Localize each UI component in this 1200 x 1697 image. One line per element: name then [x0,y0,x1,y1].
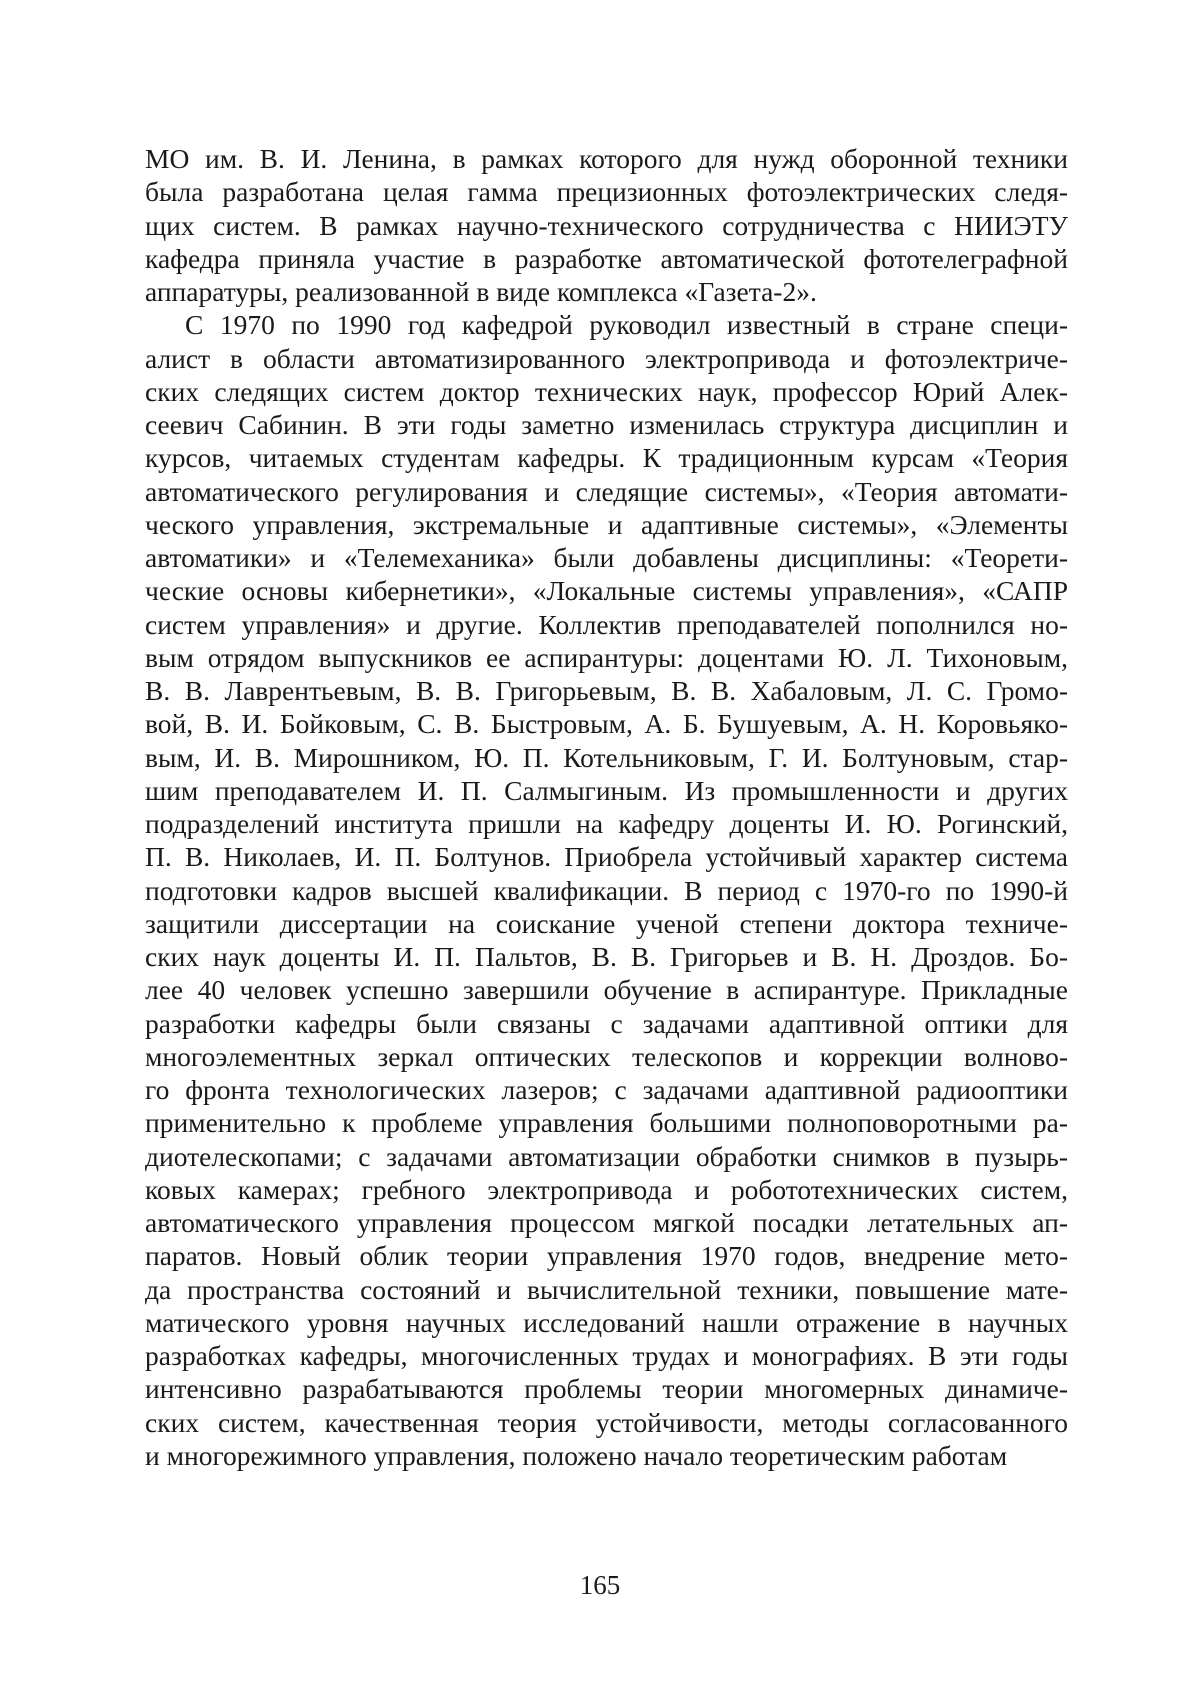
text-line: применительно к проблеме управления большими полноповоротными ра- [145,1107,1068,1139]
text-line: систем управления» и другие. Коллектив преподавателей пополнился но- [145,608,1068,640]
text-line: П. В. Николаев, И. П. Болтунов. Приобрела устойчивый характер система [145,841,1068,873]
text-line: подразделений института пришли на кафедру доценты И. Ю. Рогинский, [145,808,1068,839]
text-line: шим преподавателем И. П. Салмыгиным. Из промышленности и других [145,774,1068,806]
text-line: ческого управления, экстремальные и адаптивные системы», «Элементы [145,508,1068,540]
text-line: МО им. В. И. Ленина, в рамках которого для нужд оборонной техники [145,143,1068,174]
text-line: ских следящих систем доктор технических наук, профессор Юрий Алек- [145,375,1068,407]
body-text [145,142,1068,1472]
text-line: вой, В. И. Бойковым, С. В. Быстровым, А. Б. Бушуевым, А. Н. Коровьяко- [145,708,1068,740]
text-line: подготовки кадров высшей квалификации. В период с 1970-го по 1990-й [145,874,1068,906]
text-line: была разработана целая гамма прецизионных фотоэлектрических следя- [145,176,1068,208]
text-line: го фронта технологических лазеров; с задачами адаптивной радиооптики [145,1074,1068,1105]
text-line: матического уровня научных исследований нашли отражение в научных [145,1306,1068,1338]
text-line: многоэлементных зеркал оптических телескопов и коррекции волново- [145,1040,1068,1072]
text-line: ских наук доценты И. П. Пальтов, В. В. Григорьев и В. Н. Дроздов. Бо- [145,941,1068,972]
text-line: паратов. Новый облик теории управления 1970 годов, внедрение мето- [145,1240,1068,1272]
text-line: ковых камерах; гребного электропривода и робототехнических систем, [145,1173,1068,1205]
text-line: вым отрядом выпускников ее аспирантуры: доцентами Ю. Л. Тихоновым, [145,641,1068,673]
text-line: щих систем. В рамках научно-технического сотрудничества с НИИЭТУ [145,209,1068,241]
text-line: разработки кафедры были связаны с задачами адаптивной оптики для [145,1007,1068,1039]
text-line: автоматического управления процессом мягкой посадки летательных ап- [145,1207,1068,1238]
text-line: и многорежимного управления, положено начало теоретическим работам [145,1439,1008,1471]
text-line: лее 40 человек успешно завершили обучение в аспирантуре. Прикладные [145,974,1068,1006]
text-line: курсов, читаемых студентам кафедры. К традиционным курсам «Теория [145,442,1068,474]
paragraph [145,308,1068,1472]
text-line: С 1970 по 1990 год кафедрой руководил известный в стране специ- [185,309,1068,341]
text-line: да пространства состояний и вычислительной техники, повышение мате- [145,1273,1068,1305]
text-line: интенсивно разрабатываются проблемы теории многомерных динамиче- [145,1373,1068,1405]
text-line: ческие основы кибернетики», «Локальные системы управления», «САПР [145,575,1068,607]
text-line: сеевич Сабинин. В эти годы заметно изменилась структура дисциплин и [145,409,1068,440]
text-line: автоматики» и «Телемеханика» были добавлены дисциплины: «Теорети- [145,542,1068,573]
paragraph [145,142,1068,308]
text-line: диотелескопами; с задачами автоматизации обработки снимков в пузырь- [145,1140,1068,1172]
page-number: 165 [579,1570,621,1600]
text-line: разработках кафедры, многочисленных трудах и монографиях. В эти годы [145,1340,1068,1371]
text-line: алист в области автоматизированного электропривода и фотоэлектриче- [145,342,1068,374]
text-line: автоматического регулирования и следящие системы», «Теория автомати- [145,475,1068,507]
text-line: защитили диссертации на соискание ученой степени доктора техниче- [145,907,1068,939]
text-line: В. В. Лаврентьевым, В. В. Григорьевым, В. В. Хабаловым, Л. С. Громо- [145,675,1068,706]
text-line: кафедра приняла участие в разработке автоматической фототелеграфной [145,242,1068,274]
text-line: аппаратуры, реализованной в виде комплекса «Газета-2». [145,276,817,307]
text-line: вым, И. В. Мирошником, Ю. П. Котельниковым, Г. И. Болтуновым, стар- [145,741,1068,773]
text-line: ских систем, качественная теория устойчивости, методы согласованного [145,1406,1068,1438]
